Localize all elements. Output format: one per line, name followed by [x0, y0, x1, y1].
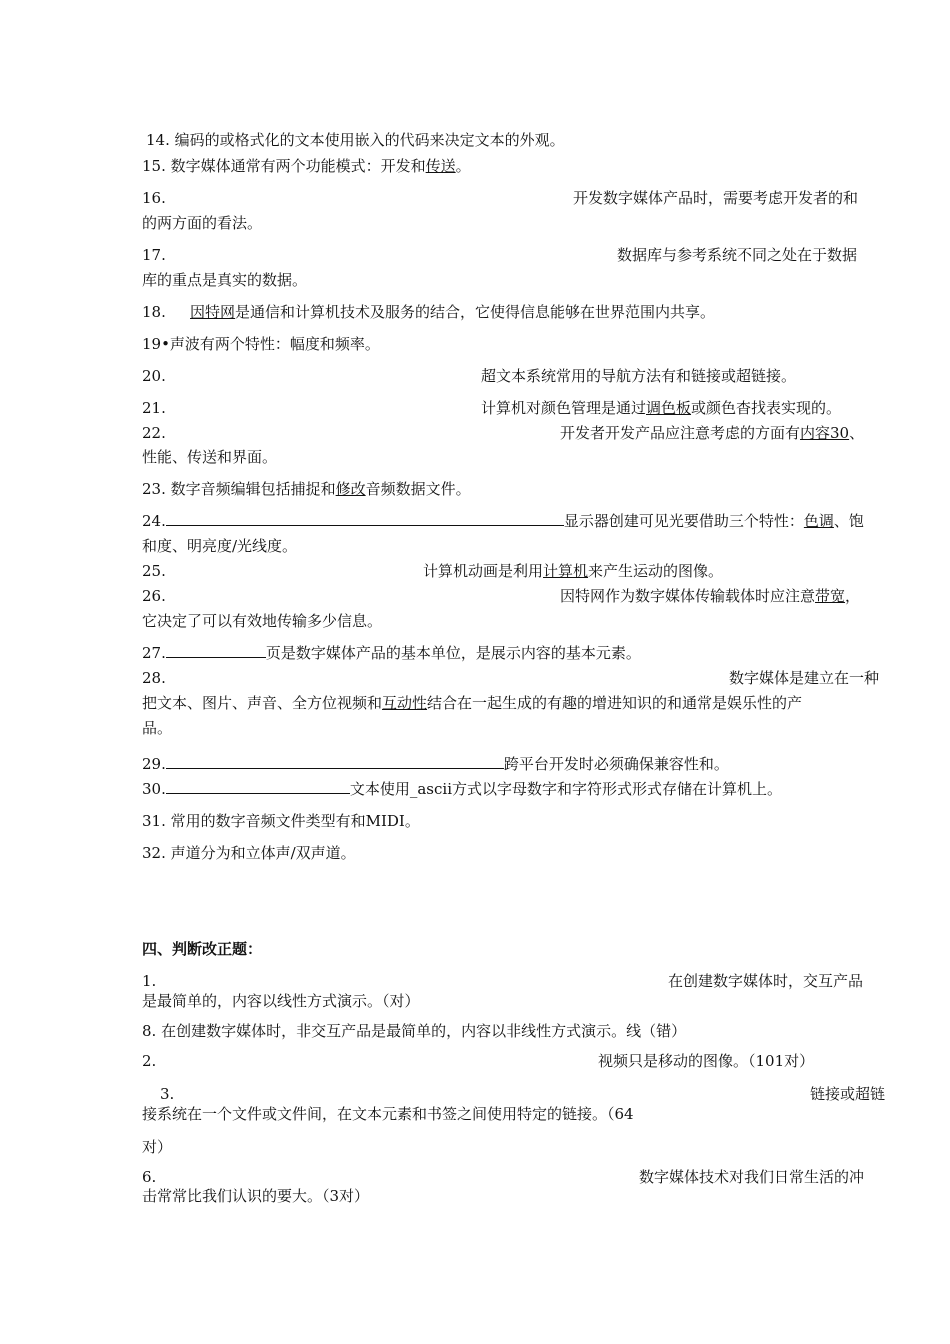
- question-26-number: 26.: [142, 587, 166, 605]
- question-number: 27.: [142, 644, 166, 662]
- judge-2-number: 2.: [142, 1052, 157, 1070]
- question-text-end: 、饱: [833, 512, 864, 530]
- question-21: [481, 398, 841, 418]
- question-26-continuation: 它决定了可以有效地传输多少信息。: [142, 612, 383, 630]
- question-16-number: 16.: [142, 189, 166, 207]
- question-25: [423, 561, 723, 581]
- judge-3-text: 链接或超链: [810, 1085, 886, 1103]
- question-25-number: 25.: [142, 562, 166, 580]
- question-text-end: 来产生运动的图像。: [588, 562, 724, 580]
- question-28-number: 28.: [142, 669, 166, 687]
- blank-line: [166, 754, 504, 769]
- question-19: 19•声波有两个特性：幅度和频率。: [142, 335, 380, 353]
- answer-underline: 传送: [425, 157, 456, 175]
- question-number: 29.: [142, 755, 166, 773]
- question-15: [142, 156, 471, 176]
- question-text: 跨平台开发时必须确保兼容性和。: [503, 755, 729, 773]
- question-text: 文本使用_ascii方式以字母数字和字符形式形式存储在计算机上。: [349, 780, 782, 798]
- question-17-number: 17.: [142, 246, 166, 264]
- question-20-text: 超文本系统常用的导航方法有和链接或超链接。: [481, 367, 797, 385]
- question-29: [142, 754, 729, 774]
- section-heading: 四、判断改正题：: [142, 940, 263, 958]
- question-text-end: 、: [849, 424, 865, 442]
- question-22-number: 22.: [142, 424, 166, 442]
- question-18-number: 18.: [142, 303, 166, 321]
- judge-6-text: 数字媒体技术对我们日常生活的冲: [639, 1168, 865, 1186]
- judge-1-continuation: 是最简单的，内容以线性方式演示。（对）: [142, 992, 420, 1010]
- blank-line: [166, 643, 266, 658]
- question-text: 计算机对颜色管理是通过: [481, 399, 647, 417]
- question-17-text: 数据库与参考系统不同之处在于数据: [617, 246, 858, 264]
- judge-6-continuation: 击常常比我们认识的要大。（3对）: [142, 1187, 370, 1205]
- judge-8: 8. 在创建数字媒体时，非交互产品是最简单的，内容以非线性方式演示。线（错）: [142, 1022, 687, 1040]
- question-26: [560, 586, 860, 606]
- answer-underline: 互动性: [382, 694, 428, 712]
- question-text: 23. 数字音频编辑包括捕捉和: [142, 480, 336, 498]
- blank-line: [166, 779, 350, 794]
- answer-underline: 计算机: [543, 562, 589, 580]
- judge-3-number: 3.: [160, 1085, 175, 1103]
- question-23: [142, 479, 471, 499]
- question-text-end: 。: [455, 157, 471, 175]
- question-18: [190, 302, 715, 322]
- blank-line: [166, 511, 564, 526]
- question-24: [142, 511, 864, 531]
- judge-3-continuation-2: 对）: [142, 1138, 173, 1156]
- question-20-number: 20.: [142, 367, 166, 385]
- question-24-continuation: 和度、明亮度/光线度。: [142, 537, 298, 555]
- question-16-text: 开发数字媒体产品时，需要考虑开发者的和: [573, 189, 859, 207]
- judge-1-number: 1.: [142, 972, 157, 990]
- question-text: 页是数字媒体产品的基本单位，是展示内容的基本元素。: [265, 644, 641, 662]
- question-text-end: 音频数据文件。: [365, 480, 471, 498]
- question-28-continuation-2: 品。: [142, 719, 173, 737]
- judge-3-continuation: 接系统在一个文件或文件间，在文本元素和书签之间使用特定的链接。（64: [142, 1105, 634, 1123]
- question-22: [560, 423, 864, 443]
- judge-6-number: 6.: [142, 1168, 157, 1186]
- question-number: 30.: [142, 780, 166, 798]
- answer-underline: 内容30: [800, 424, 850, 442]
- judge-2-text: 视频只是移动的图像。（101对）: [598, 1052, 815, 1070]
- question-text: 把文本、图片、声音、全方位视频和: [142, 694, 383, 712]
- question-text: 是通信和计算机技术及服务的结合，它使得信息能够在世界范围内共享。: [235, 303, 716, 321]
- question-text-end: 结合在一起生成的有趣的增进知识的和通常是娱乐性的产: [427, 694, 803, 712]
- question-17-continuation: 库的重点是真实的数据。: [142, 271, 308, 289]
- question-text: 因特网作为数字媒体传输载体时应注意: [560, 587, 816, 605]
- question-28-continuation: [142, 693, 802, 713]
- question-text-end: ，: [845, 587, 861, 605]
- question-text-end: 或颜色杳找表实现的。: [691, 399, 842, 417]
- answer-underline: 调色板: [646, 399, 692, 417]
- answer-underline: 带宽: [815, 587, 846, 605]
- question-text: 计算机动画是利用: [423, 562, 544, 580]
- judge-1-text: 在创建数字媒体时，交互产品: [668, 972, 864, 990]
- answer-underline: 修改: [335, 480, 366, 498]
- question-32: 32. 声道分为和立体声/双声道。: [142, 844, 356, 862]
- question-text: 开发者开发产品应注意考虑的方面有: [560, 424, 801, 442]
- answer-underline: 因特网: [190, 303, 236, 321]
- question-31: 31. 常用的数字音频文件类型有和MIDI。: [142, 812, 420, 830]
- question-16-continuation: 的两方面的看法。: [142, 214, 263, 232]
- question-30: [142, 779, 782, 799]
- question-22-continuation: 性能、传送和界面。: [142, 448, 278, 466]
- question-21-number: 21.: [142, 399, 166, 417]
- question-text: 15. 数字媒体通常有两个功能模式：开发和: [142, 157, 426, 175]
- answer-underline: 色调: [803, 512, 834, 530]
- question-27: [142, 643, 641, 663]
- question-28-text: 数字媒体是建立在一种: [729, 669, 880, 687]
- question-14: 14. 编码的或格式化的文本使用嵌入的代码来决定文本的外观。: [146, 131, 565, 149]
- question-number: 24.: [142, 512, 166, 530]
- question-text: 显示器创建可见光要借助三个特性：: [563, 512, 804, 530]
